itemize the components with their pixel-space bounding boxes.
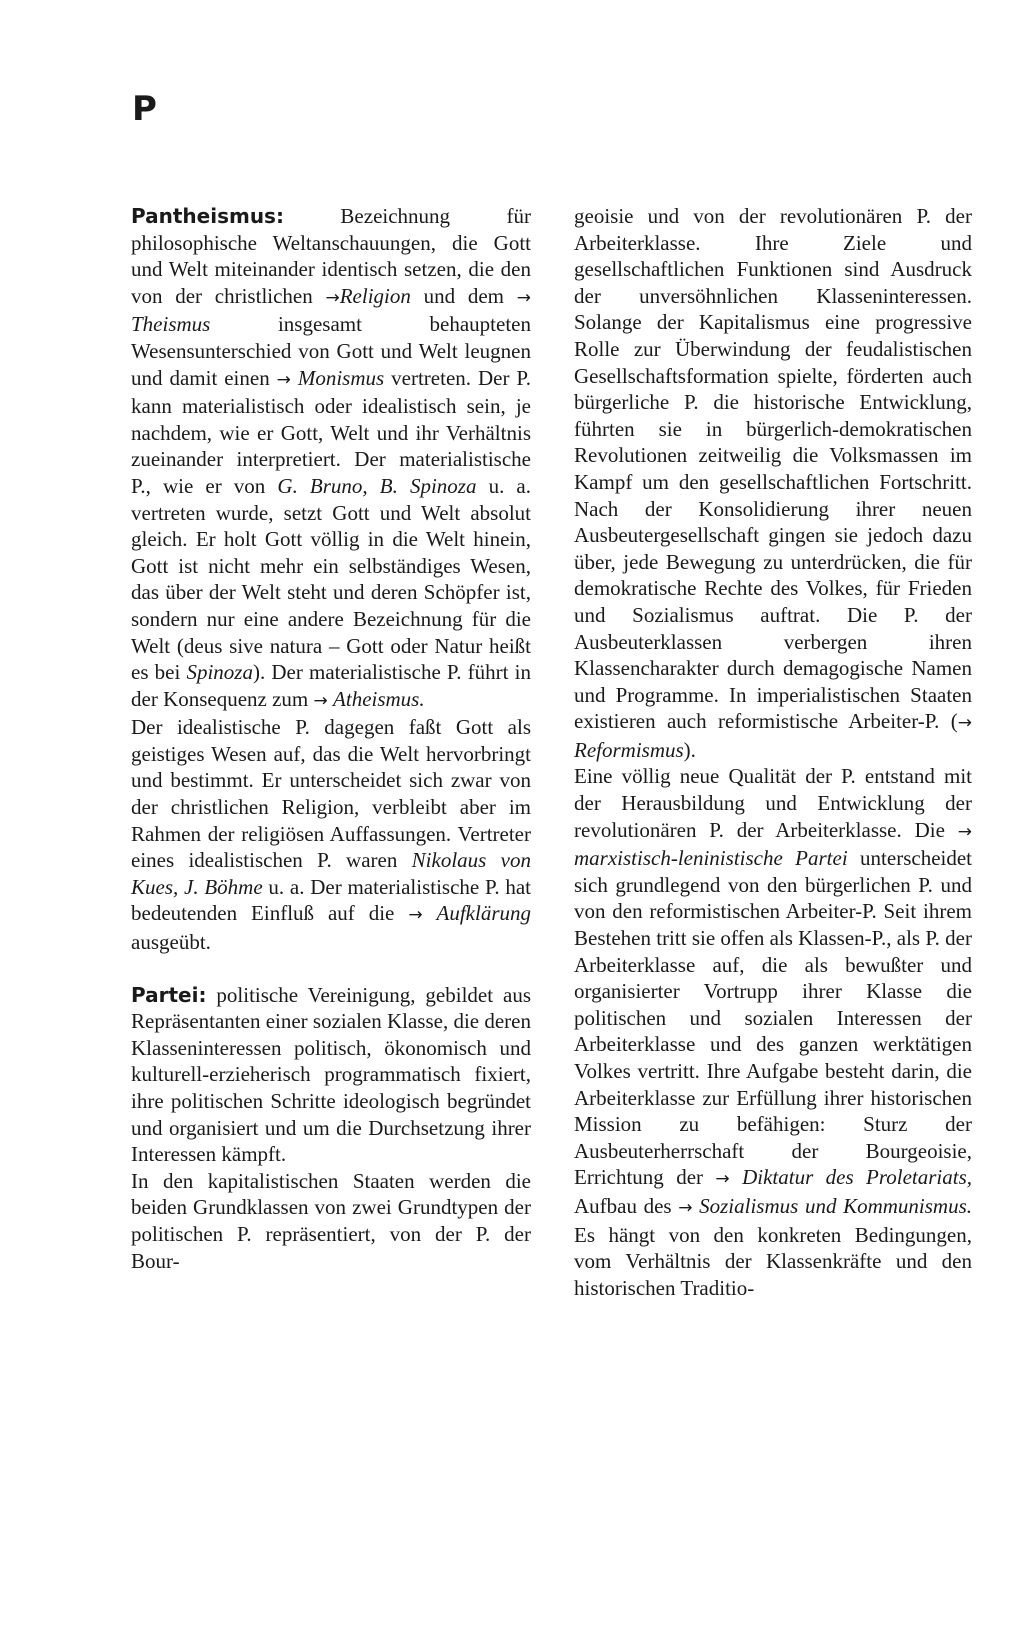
person-names-bruno-spinoza: G. Bruno, B. Spinoza bbox=[277, 473, 477, 498]
entry-text: Eine völlig neue Qualität der P. entstand mit der Herausbildung und Entwicklung der revolutionären P. der Arbeiterklasse. Die bbox=[574, 764, 972, 842]
entry-partei bbox=[131, 982, 531, 1168]
cross-reference-reformismus[interactable]: Reformismus bbox=[574, 737, 684, 762]
paragraph-revolutionaere-partei bbox=[574, 763, 972, 1301]
entry-text: u. a. Der materialistische P. hat bedeutenden Einfluß auf die bbox=[131, 874, 531, 926]
cross-reference-religion[interactable]: Religion bbox=[339, 283, 411, 308]
cross-reference-sozialismus-und-kommunismus[interactable]: Sozialismus und Kommunismus. bbox=[699, 1193, 972, 1218]
cross-reference-arrow-icon: → bbox=[408, 905, 423, 926]
entry-text: ). bbox=[683, 737, 696, 762]
headword-partei: Partei: bbox=[131, 982, 207, 1007]
cross-reference-arrow-icon: → bbox=[678, 1197, 693, 1218]
paragraph-buergerliche-parteien bbox=[574, 203, 972, 763]
cross-reference-arrow-icon: → bbox=[516, 287, 531, 308]
cross-reference-aufklaerung[interactable]: Aufklärung bbox=[436, 901, 532, 926]
entry-text: In den kapitalistischen Staaten werden die beiden Grundklassen von zwei Grundtypen der politischen P. repräsentiert, von der P. der Bour- bbox=[131, 1168, 531, 1273]
entry-text: Aufbau des bbox=[574, 1193, 679, 1218]
entry-text: ausgeübt. bbox=[131, 930, 211, 955]
entry-text: insgesamt behaupteten Wesensunterschied von Gott und Welt leugnen und damit einen bbox=[131, 312, 531, 390]
entry-pantheismus bbox=[131, 203, 531, 714]
section-letter: P bbox=[132, 89, 157, 129]
cross-reference-arrow-icon: → bbox=[715, 1169, 730, 1190]
entry-text: und dem bbox=[410, 283, 517, 308]
entry-text: ). Der materialistische P. führt in der Konsequenz zum bbox=[131, 660, 531, 711]
headword-pantheismus: Pantheismus: bbox=[131, 204, 284, 228]
cross-reference-arrow-icon: → bbox=[957, 713, 972, 734]
cross-reference-arrow-icon: → bbox=[957, 821, 972, 842]
cross-reference-monismus[interactable]: Monismus bbox=[297, 365, 385, 390]
entry-text: Es hängt von den konkreten Bedingungen, vom Verhältnis der Klassenkräfte und den historischen Traditio- bbox=[574, 1222, 972, 1300]
entry-text: Der idealistische P. dagegen faßt Gott als geistiges Wesen auf, das die Welt hervorbringt und bestimmt. Er unterscheidet sich zwar von der christlichen Religion, verbleibt aber im Rahmen der religiösen Auffassungen. Vertreter eines idealistischen P. waren bbox=[131, 715, 531, 873]
person-names-kues-boehme: Nikolaus von Kues, J. Böhme bbox=[131, 848, 531, 899]
cross-reference-diktatur-des-proletariats[interactable]: Diktatur des Proletariats, bbox=[742, 1165, 973, 1190]
left-column bbox=[131, 203, 531, 1274]
entry-text: Bezeichnung für philosophische Weltanschauungen, die Gott und Welt miteinander identisch setzen, die den von der christlichen bbox=[131, 204, 531, 308]
entry-text: unterscheidet sich grundlegend von den bürgerlichen P. und von den reformistischen Arbeiter-P. Seit ihrem Bestehen tritt sie offen als Klassen-P., als P. der Arbeiterklasse auf, die als bewußter und organisierter Vortrupp ihrer Klasse die politischen und sozialen Interessen der Arbeiterklasse und des ganzen werktätigen Volkes vertritt. Ihre Aufgabe besteht darin, die Arbeiterklasse zur Erfüllung ihrer historischen Mission zu befähigen: Sturz der Ausbeuterherrschaft der Bourgeoisie, Errichtung der bbox=[574, 846, 972, 1190]
cross-reference-arrow-icon: → bbox=[313, 690, 328, 711]
cross-reference-arrow-icon: → bbox=[325, 287, 340, 308]
right-column bbox=[574, 203, 972, 1301]
entry-text: u. a. vertreten wurde, setzt Gott und Welt absolut gleich. Er holt Gott völlig in die Welt hinein, Gott ist nicht mehr ein selbständiges Wesen, das über der Welt steht und deren Schöpfer ist, sondern nur eine andere Bezeichnung für die Welt (deus sive natura – Gott oder Natur heißt es bei bbox=[131, 473, 531, 685]
cross-reference-arrow-icon: → bbox=[276, 369, 291, 390]
entry-text: politische Vereinigung, gebildet aus Repräsentanten einer sozialen Klasse, die deren Klasseninteressen politisch, ökonomisch und kulturell-erzieherisch programmatisch fixiert, ihre politischen Schritte ideologisch begründet und organisiert und um die Durchsetzung ihrer Interessen kämpft. bbox=[131, 982, 531, 1167]
entry-text: geoisie und von der revolutionären P. der Arbeiterklasse. Ihre Ziele und gesellschaftlichen Funktionen sind Ausdruck der unversöhnlichen Klasseninteressen. Solange der Kapitalismus eine progressive Rolle zur Überwindung der feudalistischen Gesellschaftsformation spielte, förderten auch bürgerliche P. die historische Entwicklung, führten sie in bürgerlich-demokratischen Revolutionen zeitweilig die Volksmassen im Kampf um den gesellschaftlichen Fortschritt. Nach der Konsolidierung ihrer neuen Ausbeutergesellschaft gingen sie jedoch dazu über, jede Bewegung zu unterdrücken, die für demokratische Rechte des Volkes, für Frieden und Sozialismus auftrat. Die P. der Ausbeuterklassen verbergen ihren Klassencharakter durch demagogische Namen und Programme. In imperialistischen Staaten existieren auch reformistische Arbeiter-P. ( bbox=[574, 204, 972, 734]
paragraph-idealistischer-pantheismus bbox=[131, 714, 531, 955]
cross-reference-atheismus[interactable]: Atheismus. bbox=[333, 686, 425, 711]
paragraph-kapitalistische-staaten bbox=[131, 1168, 531, 1274]
cross-reference-marxistisch-leninistische-partei[interactable]: marxistisch-leninistische Partei bbox=[574, 846, 848, 871]
person-name-spinoza: Spinoza bbox=[186, 660, 253, 685]
cross-reference-theismus[interactable]: Theismus bbox=[131, 312, 211, 337]
entry-text: vertreten. Der P. kann materialistisch oder idealistisch sein, je nachdem, wie er Gott, Welt und ihr Verhältnis zueinander interpretiert. Der materialistische P., wie er von bbox=[131, 365, 531, 498]
